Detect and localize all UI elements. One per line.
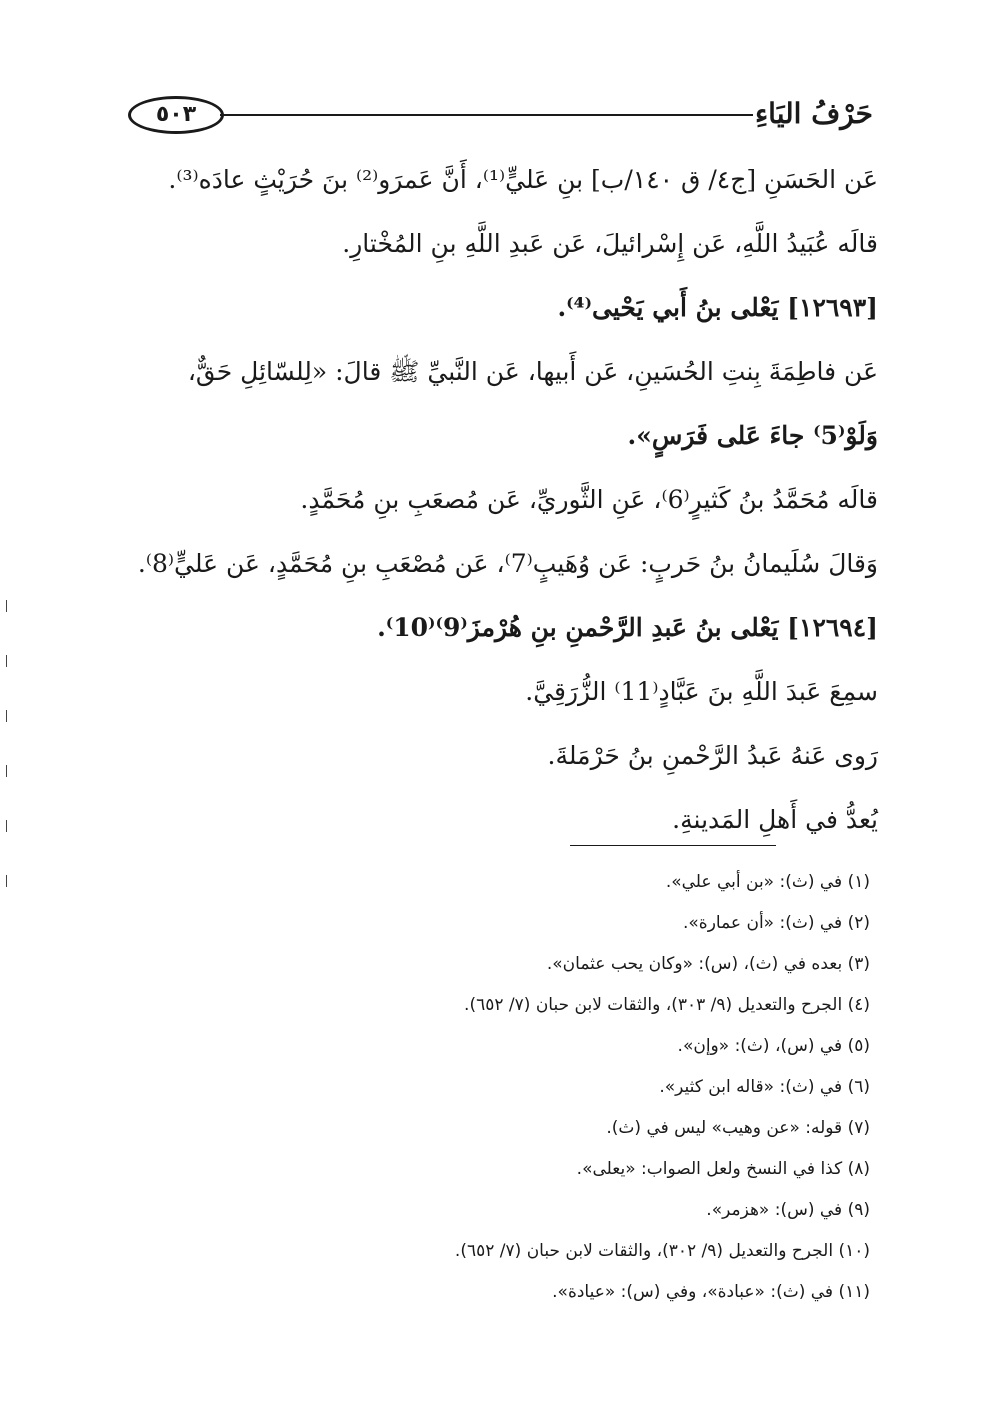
footnote: (٦) في (ث): «قاله ابن كثير».	[659, 1077, 870, 1097]
text-line: عَن الحَسَنِ [ج٤/ ق ١٤٠/ب] بنِ عَليٍّ⁽¹⁾، أَنَّ عَمرَو⁽²⁾ بنَ حُرَيْثٍ عادَه⁽³⁾.	[168, 165, 878, 194]
entry-heading: [١٢٦٩٤] يَعْلى بنُ عَبدِ الرَّحْمنِ بنِ هُرْمزَ⁽9⁾⁽10⁾.	[377, 613, 878, 642]
footnote: (٤) الجرح والتعديل (٩/ ٣٠٣)، والثقات لابن حبان (٧/ ٦٥٢).	[464, 995, 870, 1015]
header-rule	[220, 114, 753, 116]
text-line: سمِعَ عَبدَ اللَّهِ بنَ عَبَّادٍ⁽11⁾ الزُّرَقِيَّ.	[525, 677, 878, 706]
margin-mark	[6, 820, 7, 832]
footnote: (٥) في (س)، (ث): «وإن».	[677, 1036, 870, 1056]
footnote: (٨) كذا في النسخ ولعل الصواب: «يعلى».	[576, 1159, 870, 1179]
footnote-separator	[570, 845, 776, 846]
running-header	[128, 92, 873, 140]
margin-mark	[6, 875, 7, 887]
footnote: (٣) بعده في (ث)، (س): «وكان يحب عثمان».	[546, 954, 870, 974]
footnote: (١) في (ث): «بن أبي علي».	[665, 872, 870, 892]
text-line: رَوى عَنهُ عَبدُ الرَّحْمنِ بنُ حَرْمَلةَ.	[547, 741, 878, 770]
footnotes	[200, 862, 870, 1313]
text-line: قالَه مُحَمَّدُ بنُ كَثيرٍ⁽6⁾، عَنِ الثَّوريِّ، عَن مُصعَبِ بنِ مُحَمَّدٍ.	[300, 485, 878, 514]
entry-heading: [١٢٦٩٣] يَعْلى بنُ أَبي يَحْيى⁽⁴⁾.	[557, 293, 878, 322]
footnote: (١٠) الجرح والتعديل (٩/ ٣٠٢)، والثقات لابن حبان (٧/ ٦٥٢).	[454, 1241, 870, 1261]
text-line: وَلَوْ⁽5⁾ جاءَ عَلى فَرَسٍ».	[627, 421, 878, 450]
footnote: (٢) في (ث): «أن عمارة».	[682, 913, 870, 933]
margin-mark	[6, 600, 7, 612]
footnote: (٧) قوله: «عن وهيب» ليس في (ث).	[606, 1118, 870, 1138]
scan-margin-marks	[6, 600, 10, 900]
margin-mark	[6, 655, 7, 667]
main-text	[118, 148, 878, 852]
footnote: (٩) في (س): «هزمر».	[706, 1200, 870, 1220]
margin-mark	[6, 710, 7, 722]
margin-mark	[6, 765, 7, 777]
text-line: قالَه عُبَيدُ اللَّهِ، عَن إِسْرائيلَ، عَن عَبدِ اللَّهِ بنِ المُخْتارِ.	[342, 229, 878, 258]
footnote: (١١) في (ث): «عبادة»، وفي (س): «عيادة».	[552, 1282, 870, 1302]
text-line: وَقالَ سُلَيمانُ بنُ حَربٍ: عَن وُهَيبٍ⁽7⁾، عَن مُصْعَبِ بنِ مُحَمَّدٍ، عَن عَليٍّ⁽8⁾.	[137, 549, 878, 578]
text-line: يُعدُّ في أَهلِ المَدينةِ.	[672, 805, 878, 834]
text-line: عَن فاطِمَةَ بِنتِ الحُسَينِ، عَن أَبيها، عَن النَّبيِّ ﷺ قالَ: «لِلسّائِلِ حَقٌّ،	[187, 357, 878, 386]
chapter-title: حَرْفُ اليَاءِ	[755, 97, 873, 130]
page-number: ٥٠٣	[128, 96, 224, 134]
